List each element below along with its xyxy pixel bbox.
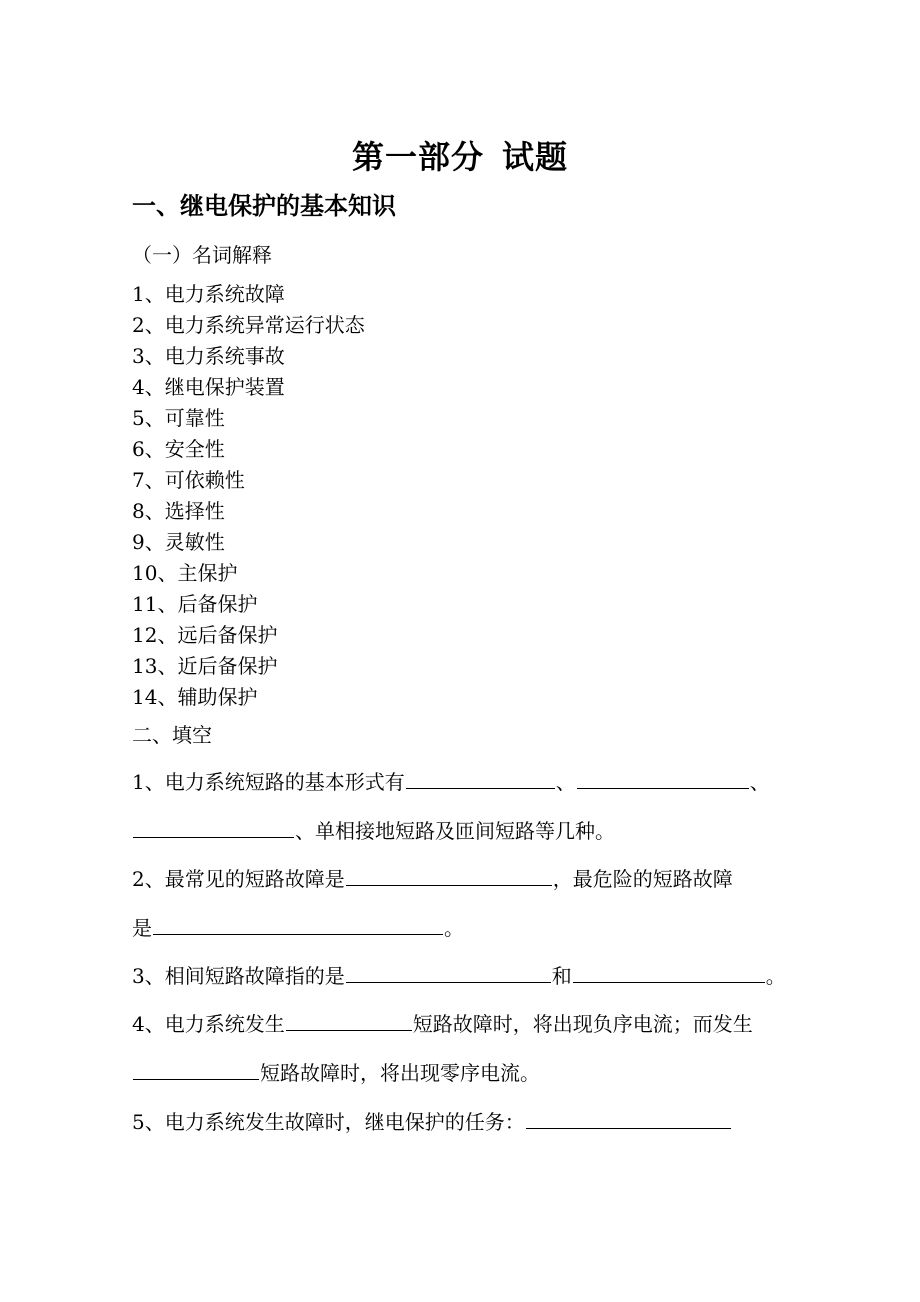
term-item: 8、选择性 [132,499,225,523]
question-text: 3、相间短路故障指的是 [132,964,345,988]
term-item: 6、安全性 [132,437,225,461]
term-item: 9、灵敏性 [132,530,225,554]
question-text: 1、电力系统短路的基本形式有 [132,770,405,794]
question-1 [132,768,770,796]
section-heading: 一、继电保护的基本知识 [132,191,396,220]
answer-blank[interactable] [286,1010,412,1031]
term-item: 1、电力系统故障 [132,282,285,306]
question-4 [132,1010,753,1038]
answer-blank[interactable] [346,865,552,886]
question-text: 短路故障时，将出现零序电流。 [260,1061,540,1085]
question-text: 2、最常见的短路故障是 [132,867,345,891]
question-text: 4、电力系统发生 [132,1012,285,1036]
question-text: 和 [551,964,572,988]
answer-blank[interactable] [133,817,294,838]
question-3 [132,962,786,990]
question-2-continued [132,914,464,942]
term-item: 12、远后备保护 [132,623,278,647]
question-text: 、单相接地短路及匝间短路等几种。 [295,819,615,843]
answer-blank[interactable] [526,1108,731,1129]
term-item: 3、电力系统事故 [132,344,285,368]
question-text: 是 [132,916,152,940]
question-text: 5、电力系统发生故障时，继电保护的任务： [132,1110,525,1134]
title-part: 第一部分 [351,138,484,176]
term-item: 4、继电保护装置 [132,375,285,399]
term-item: 11、后备保护 [132,592,258,616]
question-5 [132,1108,732,1136]
question-text: 。 [765,964,786,988]
answer-blank[interactable] [153,914,443,935]
separator: 、 [749,770,770,794]
term-item: 14、辅助保护 [132,685,258,709]
question-2 [132,865,733,893]
term-item: 13、近后备保护 [132,654,278,678]
subsection-heading: （一）名词解释 [132,243,272,267]
term-item: 7、可依赖性 [132,468,245,492]
term-list [132,279,365,713]
term-item: 5、可靠性 [132,406,225,430]
answer-blank[interactable] [133,1059,259,1080]
fill-in-heading: 二、填空 [132,723,212,747]
page-title [0,132,920,178]
question-text: 。 [444,916,464,940]
question-text: 短路故障时，将出现负序电流；而发生 [412,1012,753,1036]
term-item: 10、主保护 [132,561,238,585]
answer-blank[interactable] [573,962,765,983]
answer-blank[interactable] [406,768,555,789]
answer-blank[interactable] [346,962,551,983]
answer-blank[interactable] [577,768,749,789]
question-text: ，最危险的短路故障 [552,867,733,891]
question-1-continued [132,817,615,845]
separator: 、 [555,770,576,794]
term-item: 2、电力系统异常运行状态 [132,313,365,337]
title-subject: 试题 [502,138,569,176]
question-4-continued [132,1059,540,1087]
